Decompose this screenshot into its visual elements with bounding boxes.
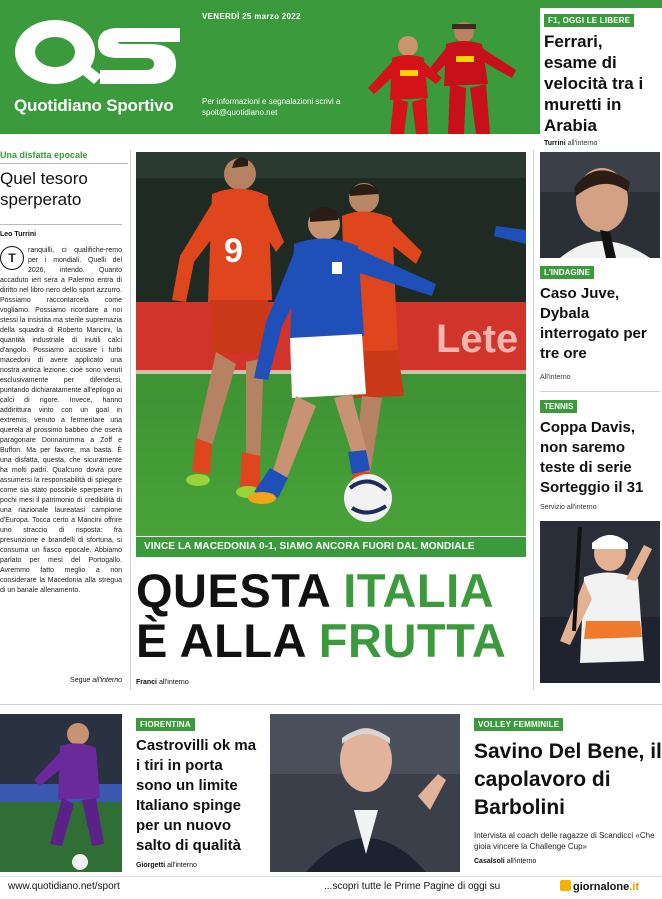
barbolini-graphic: [270, 714, 460, 872]
tennis-kicker: TENNIS: [540, 400, 577, 413]
main-author: Franci: [136, 679, 158, 686]
dybala-photo[interactable]: [540, 152, 660, 258]
issue-date: VENERDÌ 25 marzo 2022: [202, 12, 301, 21]
editorial-column: [0, 150, 128, 690]
fiorentina-article[interactable]: [136, 714, 262, 869]
sinner-graphic: [540, 521, 660, 683]
fiorentina-credit: [136, 862, 262, 869]
dybala-graphic: [540, 152, 660, 258]
editorial-kicker: Una disfatta epocale: [0, 150, 128, 164]
castrovilli-graphic: [0, 714, 122, 872]
castrovilli-photo[interactable]: [0, 714, 122, 872]
qs-logo: [10, 14, 186, 92]
editorial-author: Leo Turrini: [0, 231, 37, 238]
editorial-title[interactable]: Quel tesoro sperperato: [0, 169, 88, 209]
volley-desc: Intervista al coach delle ragazze di Scandicci «Che gioia vincere la Challenge Cup»: [474, 831, 655, 851]
main-note: all'interno: [158, 679, 189, 686]
giornalone-link[interactable]: [560, 880, 639, 893]
editorial-body: [0, 246, 122, 596]
headline-word: ITALIA: [343, 564, 495, 617]
divider: [540, 391, 660, 392]
divider: [0, 224, 122, 225]
masthead: [0, 0, 662, 147]
tennis-note: Servizio all'interno: [540, 504, 597, 511]
tennis-title[interactable]: Coppa Davis, non saremo teste di serie Sorteggio il 31: [540, 419, 644, 496]
follow-prefix: Segue: [70, 677, 91, 684]
headline-word: QUESTA: [136, 564, 330, 617]
volley-credit: [474, 858, 662, 865]
juve-note: All'interno: [540, 374, 571, 381]
section-divider: [0, 704, 662, 705]
f1-kicker: F1, OGGI LE LIBERE: [544, 14, 634, 27]
brand-tld: .it: [629, 881, 640, 893]
f1-author: Turrini: [544, 140, 566, 147]
volley-author: Casalsoli: [474, 858, 505, 865]
f1-byline: [544, 140, 658, 147]
match-photo-graphic: [136, 152, 526, 536]
f1-note: all'interno: [567, 140, 598, 147]
contact-info: Per informazioni e segnalazioni scrivi a spoit@quotidiano.net: [202, 97, 341, 117]
fiorentina-author: Giorgetti: [136, 862, 166, 869]
footer-promo: ...scopri tutte le Prime Pagine di oggi su: [324, 881, 501, 892]
column-divider: [130, 150, 131, 690]
f1-title[interactable]: Ferrari, esame di velocità tra i muretti in Arabia: [544, 32, 644, 135]
ferrari-drivers-photo: [346, 18, 538, 134]
right-column: [540, 152, 662, 683]
volley-note: all'interno: [506, 858, 537, 865]
column-divider: [533, 150, 534, 690]
footer-url-link[interactable]: www.quotidiano.net/sport: [8, 881, 120, 892]
juve-kicker: L'INDAGINE: [540, 266, 594, 279]
main-match-photo[interactable]: [136, 152, 526, 536]
editorial-follow[interactable]: [70, 677, 122, 684]
headline-word: FRUTTA: [318, 614, 507, 667]
barbolini-photo[interactable]: [270, 714, 460, 872]
stadium-banner-text: Lete: [436, 317, 519, 361]
giornalone-icon: [560, 880, 571, 891]
svg-text:9: 9: [224, 232, 243, 270]
photo-caption: VINCE LA MACEDONIA 0-1, SIAMO ANCORA FUORI DAL MONDIALE: [136, 537, 526, 557]
volley-title[interactable]: Savino Del Bene, il capolavoro di Barbolini: [474, 740, 662, 819]
sinner-photo[interactable]: [540, 521, 660, 683]
brand-name: giornalone: [573, 881, 630, 893]
editorial-text: ranquilli, ci qualifiche-remo per i mondiali. Quelli del 2026, intendo. Quanto accaduto ieri sera a Palermo entra di diritto nel libro nero dello sport azzurro. Possiamo raccontarcela come vogliamo. Possiamo ricordare a noi stessi la insistita ma sterile supremazia della squadra di Roberto Mancini, la quantità industriale di inutili calci d'angolo. Possiamo accusare i furbi macedoni di avere applicato una nostra antica lezione: cioè sono venuti esclusivamente per difendersi, puntando dichiaratamente all'epilogo ai calci di rigore. Invece, hanno addirittura vinto con un goal in extremis, venuto a fermeritare una querela al prossimo babbeo che oserà paragonare Donnarumma a Zoff e Buffon. Ma per favore, ma basta. È una disfatta, questa, che sicuramente ha molti padri. Qualcuno dovrà pure assumersi la responsabilità di spiegare come sia stato possibile sperperare in pochi mesi il patrimonio di credibilità di una nazionale laureatasi campione d'Europa. Tocca certo a Mancini offrire uno straccio di risposta: fra presunzione e brandelli di sfortuna, si consuma un fiasco epocale. Abbiamo parlato per mesi del Portogallo. Avremmo fatto meglio a non considerare la Macedonia alla stregua di un banale allenamento.: [0, 247, 122, 594]
fiorentina-kicker: FIORENTINA: [136, 718, 195, 731]
logo-subtitle: Quotidiano Sportivo: [14, 96, 174, 115]
juve-title[interactable]: Caso Juve, Dybala interrogato per tre ore: [540, 285, 647, 362]
f1-teaser[interactable]: [540, 8, 662, 147]
main-headline[interactable]: [136, 566, 532, 666]
fiorentina-note: all'interno: [167, 862, 197, 869]
dropcap-letter: T: [0, 246, 24, 270]
volley-kicker: VOLLEY FEMMINILE: [474, 718, 563, 731]
follow-note: all'interno: [92, 677, 122, 684]
volley-article[interactable]: [474, 714, 662, 865]
footer: [0, 876, 662, 899]
main-credit: [136, 679, 189, 686]
headline-word: È ALLA: [136, 614, 306, 667]
fiorentina-title[interactable]: Castrovilli ok ma i tiri in porta sono un limite Italiano spinge per un nuovo salto di qualità: [136, 737, 257, 854]
